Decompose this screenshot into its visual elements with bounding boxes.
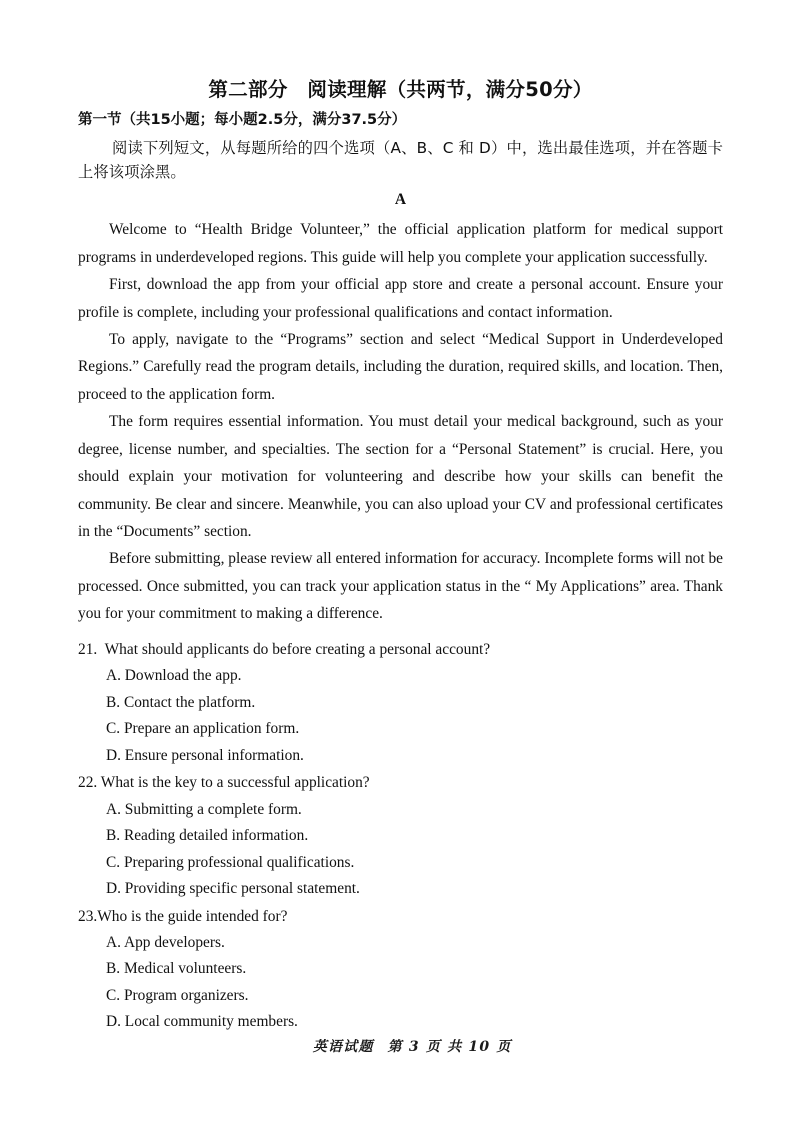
passage-paragraph: Before submitting, please review all entered information for accuracy. Incomplete forms will not be processed. Once submitted, you can track your application status in the “ My Applications” area. Thank you for your commitment to making a difference. [78, 550, 723, 623]
question-option[interactable]: A. Submitting a complete form. [106, 800, 302, 818]
footer-subject: 英语试题 [312, 1039, 374, 1055]
question-option[interactable]: A. Download the app. [106, 667, 242, 685]
question-stem: 23.Who is the guide intended for? [78, 907, 288, 925]
question-option[interactable]: B. Contact the platform. [106, 693, 256, 711]
question-option[interactable]: D. Ensure personal information. [106, 746, 304, 764]
question-option[interactable]: A. App developers. [106, 933, 225, 951]
section-heading: 第一节（共15小题；每小题2.5分，满分37.5分） [78, 112, 407, 129]
question-item [78, 637, 723, 769]
question-option[interactable]: D. Providing specific personal statement. [106, 880, 360, 898]
passage-paragraph: To apply, navigate to the “Programs” section and select “Medical Support in Underdeveloped Regions.” Carefully read the program details, including the duration, required skills, and location. Then, proceed to the application form. [78, 331, 723, 403]
passage-paragraph: First, download the app from your official app store and create a personal account. Ensure your profile is complete, including your professional qualifications and contact information. [78, 276, 723, 321]
passage-paragraph: Welcome to “Health Bridge Volunteer,” the official application platform for medical support programs in underdeveloped regions. This guide will help you complete your application successfully. [78, 221, 723, 266]
question-option[interactable]: C. Program organizers. [106, 986, 249, 1004]
passage-letter-a: A [394, 190, 407, 208]
question-option[interactable]: C. Preparing professional qualifications. [106, 853, 355, 871]
footer-page-info: 第 3 页 共 10 页 [387, 1039, 512, 1055]
question-option[interactable]: B. Reading detailed information. [106, 827, 309, 845]
part-title: 第二部分 阅读理解（共两节，满分50分） [208, 78, 593, 101]
passage-paragraph: The form requires essential information. You must detail your medical background, such as your degree, license number, and specialties. The section for a “Personal Statement” is crucial. Here, you should explain your motivation for volunteering and describe how your skills can benefit the community. Be clear and sincere. Meanwhile, you can also upload your CV and professional certificates in the “Documents” section. [78, 413, 723, 540]
question-option[interactable]: B. Medical volunteers. [106, 960, 247, 978]
question-stem: 22. What is the key to a successful application? [78, 774, 370, 792]
question-stem: 21. What should applicants do before creating a personal account? [78, 640, 491, 658]
question-item [78, 904, 723, 1036]
question-option[interactable]: C. Prepare an application form. [106, 720, 300, 738]
chinese-instruction: 阅读下列短文，从每题所给的四个选项（A、B、C 和 D）中，选出最佳选项，并在答题卡上将该项涂黑。 [78, 139, 723, 182]
question-option[interactable]: D. Local community members. [106, 1013, 298, 1031]
page-footer [0, 1020, 800, 1072]
questions-list [78, 637, 723, 1036]
question-item [78, 770, 723, 902]
content-column [78, 78, 723, 1037]
